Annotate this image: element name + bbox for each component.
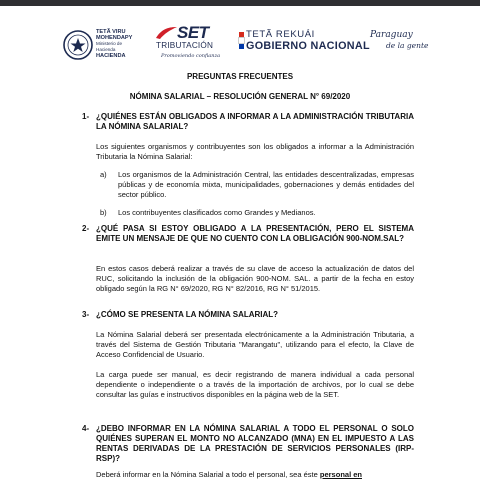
question-number: 4- [82,424,90,433]
answer-emphasis: personal en [319,470,362,479]
hacienda-logo-text [96,29,132,59]
slogan [370,30,428,50]
header-logos [0,6,480,66]
question-number: 1- [82,112,90,121]
flag-red-icon [239,32,244,37]
slogan-line1: Paraguay [370,30,413,40]
set-acronym: SET [177,23,209,42]
answer-paragraph: La carga puede ser manual, es decir registrando de manera individual a cada personal dependiente o independiente o a través de la importación de archivos, por lo cual se debe consultar las guías e instructivos disponibles en la página web de la SET. [96,370,414,399]
answer-paragraph: Los siguientes organismos y contribuyentes son los obligados a informar a la Administración Tributaria la Nómina Salarial: [96,142,414,161]
set-logo [152,22,222,66]
set-tagline: Promoviendo confianza [161,53,221,59]
question-heading: ¿DEBO INFORMAR EN LA NÓMINA SALARIAL A TODO EL PERSONAL O SOLO QUIÉNES SUPERAN EL MONTO NO ALCANZADO (MNA) EN EL IMPUESTO A LAS RENTAS DERIVADAS DE LA PRESTACIÓN DE SERVICIOS PERSONALES (IRP-RSP)? [96,424,414,463]
set-name: TRIBUTACIÓN [156,41,214,50]
list-item-label: a) [100,170,107,179]
answer-paragraph: La Nómina Salarial deberá ser presentada electrónicamente a la Administración Tributaria, a través del Sistema de Gestión Tributaria "Marangatu", utilizando para el efecto, la Clave de Acceso Confidencial de Usuario. [96,330,414,359]
list-item: Los organismos de la Administración Central, las entidades descentralizadas, empresas públicas y de economía mixta, municipalidades, gobernaciones y demás entidades del sector público. [118,170,414,199]
question-number: 3- [82,310,90,319]
hacienda-line2: MOHENDAPY [96,35,133,42]
hacienda-line3: Ministerio de [96,41,123,47]
hacienda-line4: Hacienda [96,47,116,53]
answer-paragraph [96,470,426,480]
answer-text: Deberá informar en la Nómina Salarial a todo el personal, sea éste [96,470,318,479]
gobierno-line1: TETÃ REKUÁI [246,29,315,40]
gobierno-line2: GOBIERNO NACIONAL [246,40,370,52]
list-item-label: b) [100,208,107,217]
hacienda-line1: TETÃ VIRU [96,29,126,35]
question-number: 2- [82,224,90,233]
hacienda-seal-icon [63,30,93,60]
hacienda-line5: HACIENDA [96,53,126,60]
slogan-line2: de la gente [386,41,429,50]
answer-paragraph: En estos casos deberá realizar a través de su clave de acceso la actualización de datos del RUC, solicitando la inclusión de la obligación 900-NOM. SAL. a partir de la fecha en estoy obligado según la RG N° 69/2020, RG N° 82/2016, RG N° 51/2015. [96,264,414,293]
list-item: Los contribuyentes clasificados como Grandes y Medianos. [118,208,316,217]
flag-blue-icon [239,44,244,49]
set-swoosh-icon [154,25,178,41]
question-heading: ¿CÓMO SE PRESENTA LA NÓMINA SALARIAL? [96,310,279,319]
document-subtitle: NÓMINA SALARIAL – RESOLUCIÓN GENERAL N° 69/2020 [129,92,351,101]
question-heading: ¿QUIÉNES ESTÁN OBLIGADOS A INFORMAR A LA ADMINISTRACIÓN TRIBUTARIA LA NÓMINA SALARIAL? [96,112,414,131]
flag-white-icon [239,38,244,43]
page-title: PREGUNTAS FRECUENTES [186,72,294,81]
question-heading: ¿QUÉ PASA SI ESTOY OBLIGADO A LA PRESENTACIÓN, PERO EL SISTEMA EMITE UN MENSAJE DE QUE NO CUENTO CON LA OBLIGACIÓN 900-NOM.SAL? [96,224,414,243]
